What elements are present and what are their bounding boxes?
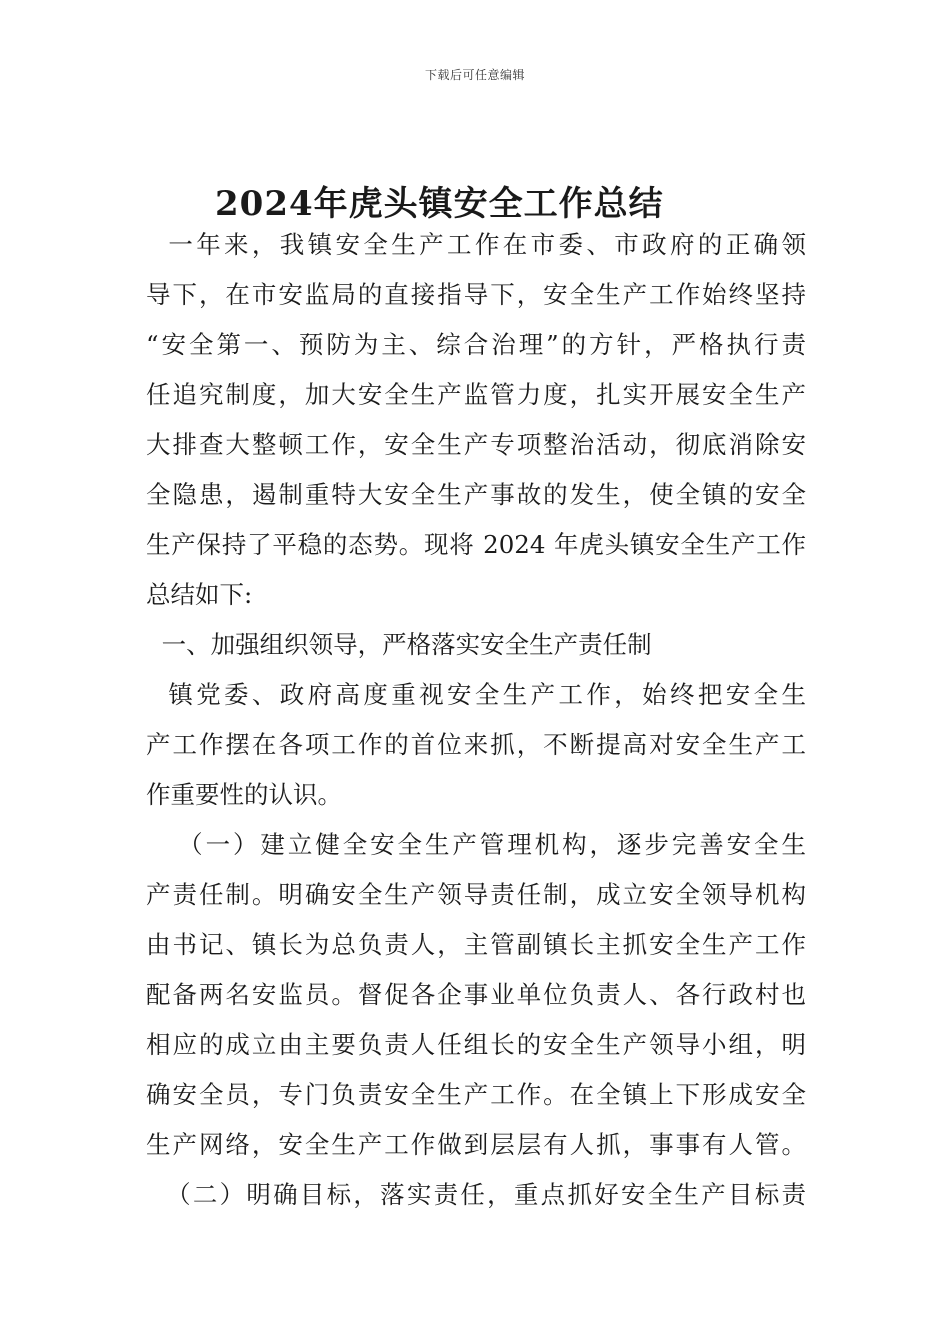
body-line-6: 全隐患，遏制重特大安全生产事故的发生，使全镇的安全: [146, 480, 806, 509]
body-line-1: 一年来，我镇安全生产工作在市委、市政府的正确领: [146, 230, 806, 259]
body-line-11: 产工作摆在各项工作的首位来抓，不断提高对安全生产工: [146, 730, 806, 759]
page-header-note: 下载后可任意编辑: [424, 68, 525, 82]
body-line-20: （二）明确目标，落实责任，重点抓好安全生产目标责: [146, 1180, 806, 1209]
body-line-17: 相应的成立由主要负责人任组长的安全生产领导小组，明: [146, 1030, 806, 1059]
body-line-19: 生产网络，安全生产工作做到层层有人抓，事事有人管。: [146, 1130, 806, 1159]
body-line-13: （一）建立健全安全生产管理机构，逐步完善安全生: [146, 830, 806, 859]
section-heading-1: 一、加强组织领导，严格落实安全生产责任制: [146, 630, 652, 659]
body-line-12: 作重要性的认识。: [146, 780, 342, 809]
document-body: [146, 220, 806, 1220]
body-line-4: 任追究制度，加大安全生产监管力度，扎实开展安全生产: [146, 380, 806, 409]
body-line-14: 产责任制。明确安全生产领导责任制，成立安全领导机构: [146, 880, 806, 909]
body-line-2: 导下，在市安监局的直接指导下，安全生产工作始终坚持: [146, 280, 806, 309]
document-title: 2024年虎头镇安全工作总结: [215, 184, 664, 224]
body-line-16: 配备两名安监员。督促各企事业单位负责人、各行政村也: [146, 980, 806, 1009]
body-line-5: 大排查大整顿工作，安全生产专项整治活动，彻底消除安: [146, 430, 806, 459]
body-line-3: “安全第一、预防为主、综合治理”的方针，严格执行责: [146, 330, 806, 359]
body-line-15: 由书记、镇长为总负责人，主管副镇长主抓安全生产工作: [146, 930, 806, 959]
body-line-10: 镇党委、政府高度重视安全生产工作，始终把安全生: [146, 680, 806, 709]
body-line-8: 总结如下:: [146, 580, 253, 609]
body-line-18: 确安全员，专门负责安全生产工作。在全镇上下形成安全: [146, 1080, 806, 1109]
body-line-7: 生产保持了平稳的态势。现将 2024 年虎头镇安全生产工作: [146, 530, 806, 559]
